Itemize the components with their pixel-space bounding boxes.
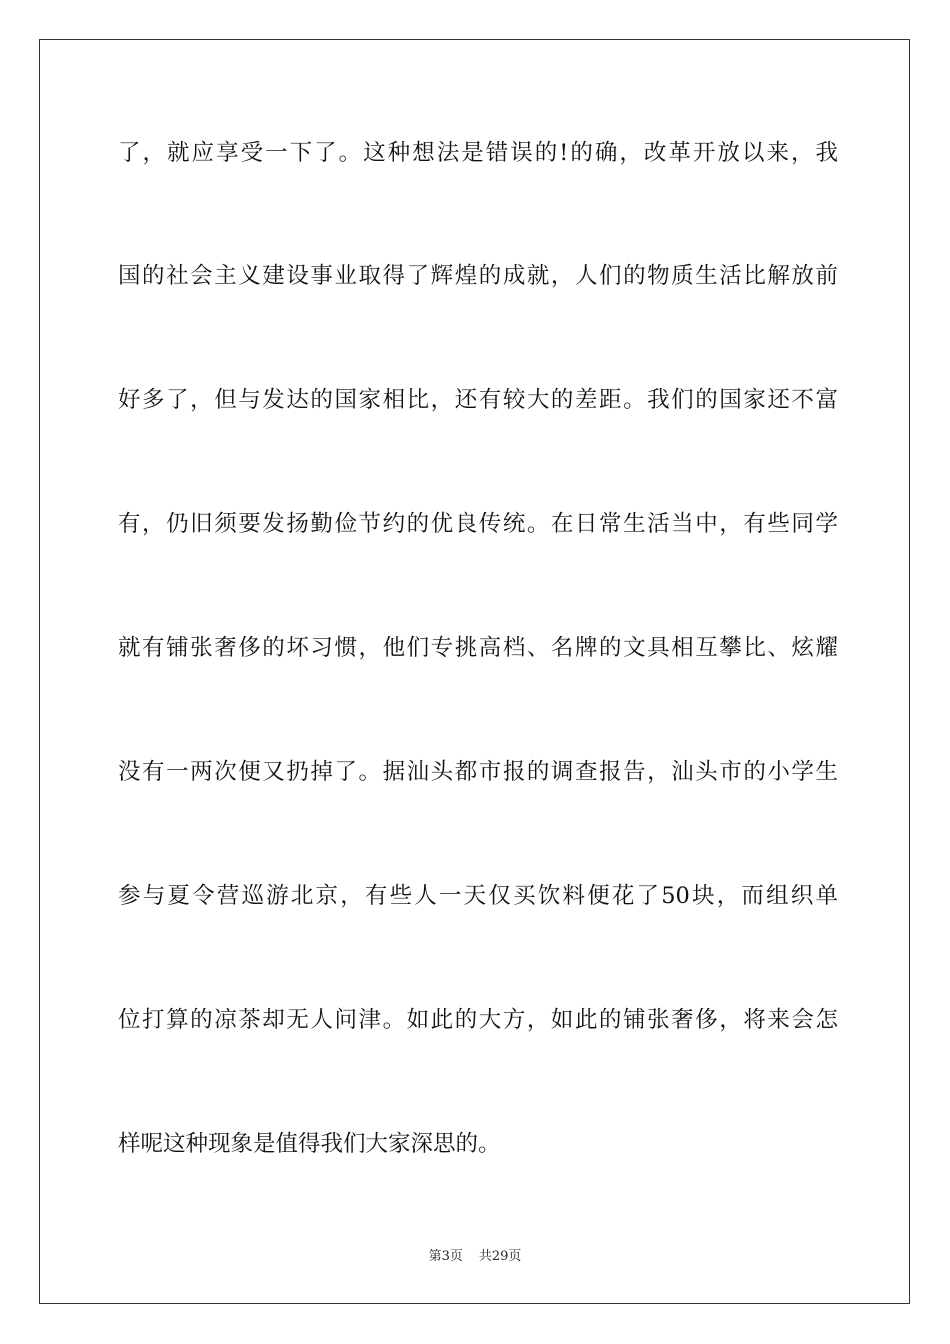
body-text-line-7: 参与夏令营巡游北京，有些人一天仅买饮料便花了50块，而组织单	[118, 883, 838, 909]
body-text-line-5: 就有铺张奢侈的坏习惯，他们专挑高档、名牌的文具相互攀比、炫耀	[118, 635, 838, 661]
body-text-line-3: 好多了，但与发达的国家相比，还有较大的差距。我们的国家还不富	[118, 387, 838, 413]
body-text-line-8: 位打算的凉茶却无人问津。如此的大方，如此的铺张奢侈，将来会怎	[118, 1007, 838, 1033]
body-text-line-4: 有，仍旧须要发扬勤俭节约的优良传统。在日常生活当中，有些同学	[118, 511, 838, 537]
page-number: 第3页	[428, 1249, 463, 1264]
total-pages: 共29页	[478, 1249, 522, 1264]
body-text-line-2: 国的社会主义建设事业取得了辉煌的成就，人们的物质生活比解放前	[118, 263, 838, 289]
page-border	[39, 39, 910, 1304]
page-footer	[0, 1248, 950, 1266]
body-text-line-1: 了，就应享受一下了。这种想法是错误的!的确，改革开放以来，我	[118, 140, 838, 166]
body-text-line-6: 没有一两次便又扔掉了。据汕头都市报的调查报告，汕头市的小学生	[118, 759, 838, 785]
body-text-line-9: 样呢这种现象是值得我们大家深思的。	[118, 1131, 501, 1157]
